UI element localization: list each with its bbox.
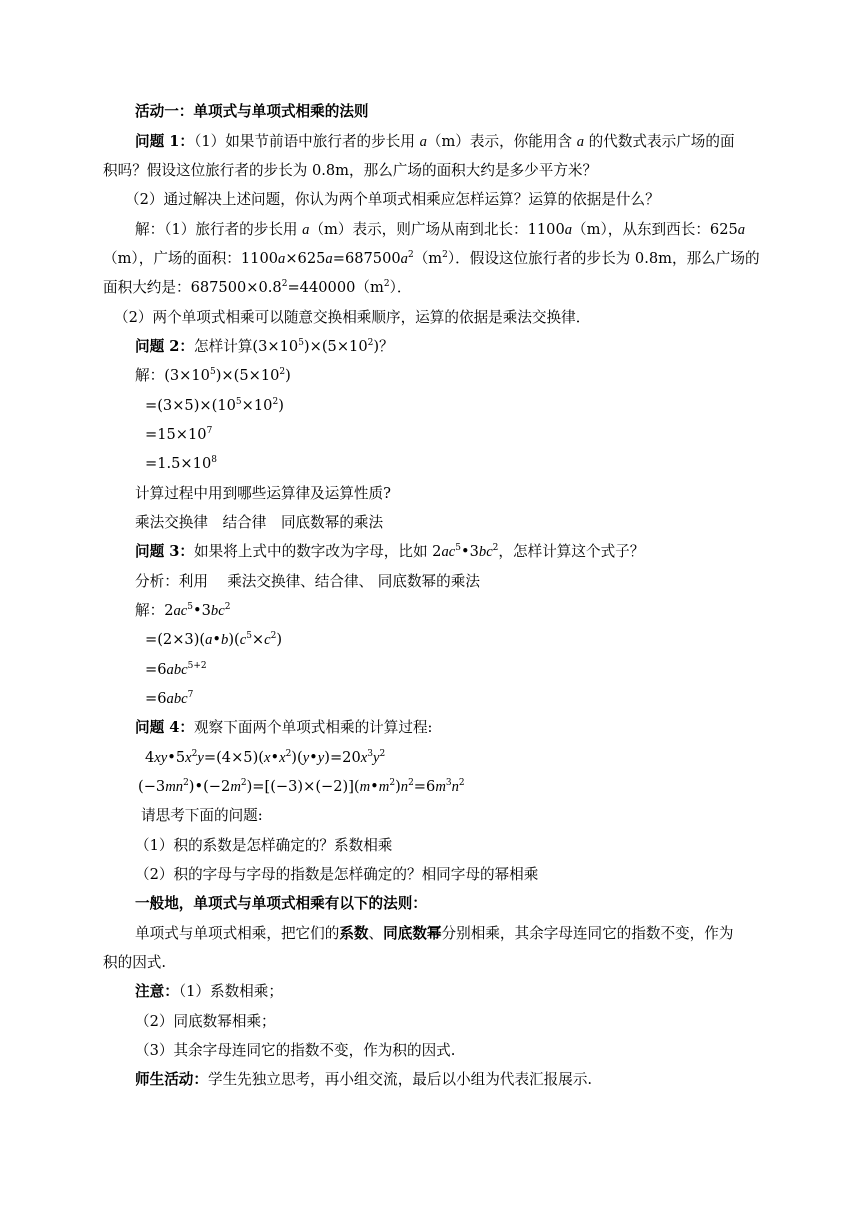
question1-label: 问题 1：	[135, 133, 195, 150]
question2-ask: 计算过程中用到哪些运算律及运算性质?	[135, 485, 391, 502]
activity-heading	[135, 102, 369, 122]
question4-example2: $(-3mn^2)•(-2m^2)=[(-3)\times(-2)](m•m^2)n^2=6m^3n^2$	[138, 778, 465, 795]
question3: 问题 3：如果将上式中的数字改为字母，比如 $2ac^5•3bc^2$，怎样计算这个式子？	[135, 543, 645, 560]
solution1-line2: （m），广场的面积：$1100a\times 625a=687500a^2(m^2)$．假设这位旅行者的步长为 0.8m，那么广场的	[103, 250, 760, 267]
question1-part2: （2）通过解决上述问题，你认为两个单项式相乘应怎样运算？运算的依据是什么？	[125, 191, 660, 208]
teacher-student-activity: 师生活动：学生先独立思考，再小组交流，最后以小组为代表汇报展示.	[135, 1071, 593, 1088]
question2-label: 问题 2：	[135, 338, 195, 355]
question4-example1: $4xy•5x^2y=(4\times 5)(x•x^2)(y•y)=20x^3y^2$	[145, 749, 386, 766]
question4: 问题 4：观察下面两个单项式相乘的计算过程:	[135, 719, 433, 736]
rule-heading: 一般地，单项式与单项式相乘有以下的法则：	[135, 895, 427, 912]
question4-label: 问题 4：	[135, 719, 195, 736]
activity-title: 活动一：单项式与单项式相乘的法则	[135, 103, 369, 120]
note-line1: 注意：（1）系数相乘；	[135, 983, 283, 1000]
rule-line2: 积的因式.	[103, 954, 167, 971]
note-line2: （2）同底数幂相乘；	[135, 1013, 276, 1030]
solution3-line2: $=(2\times 3)(a•b)(c^5\times c^2)$	[145, 631, 283, 648]
question2-answer: 乘法交换律 结合律 同底数幂的乘法	[135, 514, 384, 531]
question2: 问题 2：怎样计算$(3\times 10^5)\times(5\times 10^2)$？	[135, 338, 394, 355]
question4-think: 请思考下面的问题:	[141, 807, 263, 824]
solution1-line3: 面积大约是：$687500\times 0.8^2=440000(m^2)$．	[103, 279, 412, 296]
question3-analysis: 分析：利用 乘法交换律、结合律、 同底数幂的乘法	[135, 573, 480, 590]
rule-keyword-same-base-power: 同底数幂	[383, 925, 442, 942]
note-label: 注意：	[135, 983, 179, 1000]
solution3-line4: =6abc$^7$	[145, 690, 194, 707]
solution2-line4: $=1.5\times 10^8$	[145, 455, 217, 472]
question1-line1: 问题 1：（1）如果节前语中旅行者的步长用 a（m）表示，你能用含 a 的代数式表示广场的面	[135, 133, 735, 150]
question3-label: 问题 3：	[135, 543, 195, 560]
solution3-line1: 解：$2ac^5•3bc^2$	[135, 602, 231, 619]
activity-label: 师生活动：	[135, 1071, 208, 1088]
question4-answer2: （2）积的字母与字母的指数是怎样确定的？相同字母的幂相乘	[135, 866, 539, 883]
solution1-line1: 解：（1）旅行者的步长用 a（m）表示，则广场从南到北长：1100a（m），从东到西长：625a	[135, 221, 746, 238]
question4-answer1: （1）积的系数是怎样确定的？系数相乘	[135, 837, 393, 854]
solution3-line3: =6abc$^{5+2}$	[145, 661, 207, 678]
solution2-line2: $=(3\times 5)\times(10^5\times 10^2)$	[145, 397, 284, 414]
rule-keyword-coefficient: 系数	[339, 925, 369, 942]
rule-line1: 单项式与单项式相乘，把它们的系数、同底数幂分别相乘，其余字母连同它的指数不变，作为	[135, 925, 734, 942]
solution1-part2: （2）两个单项式相乘可以随意交换相乘顺序，运算的依据是乘法交换律．	[114, 309, 591, 326]
question1-line2: 积吗？假设这位旅行者的步长为 0.8m，那么广场的面积大约是多少平方米？	[103, 162, 598, 179]
note-line3: （3）其余字母连同它的指数不变，作为积的因式.	[135, 1042, 456, 1059]
solution2-line1: 解：$(3\times 10^5)\times(5\times 10^2)$	[135, 367, 291, 384]
solution2-line3: $=15\times 10^7$	[145, 426, 213, 443]
